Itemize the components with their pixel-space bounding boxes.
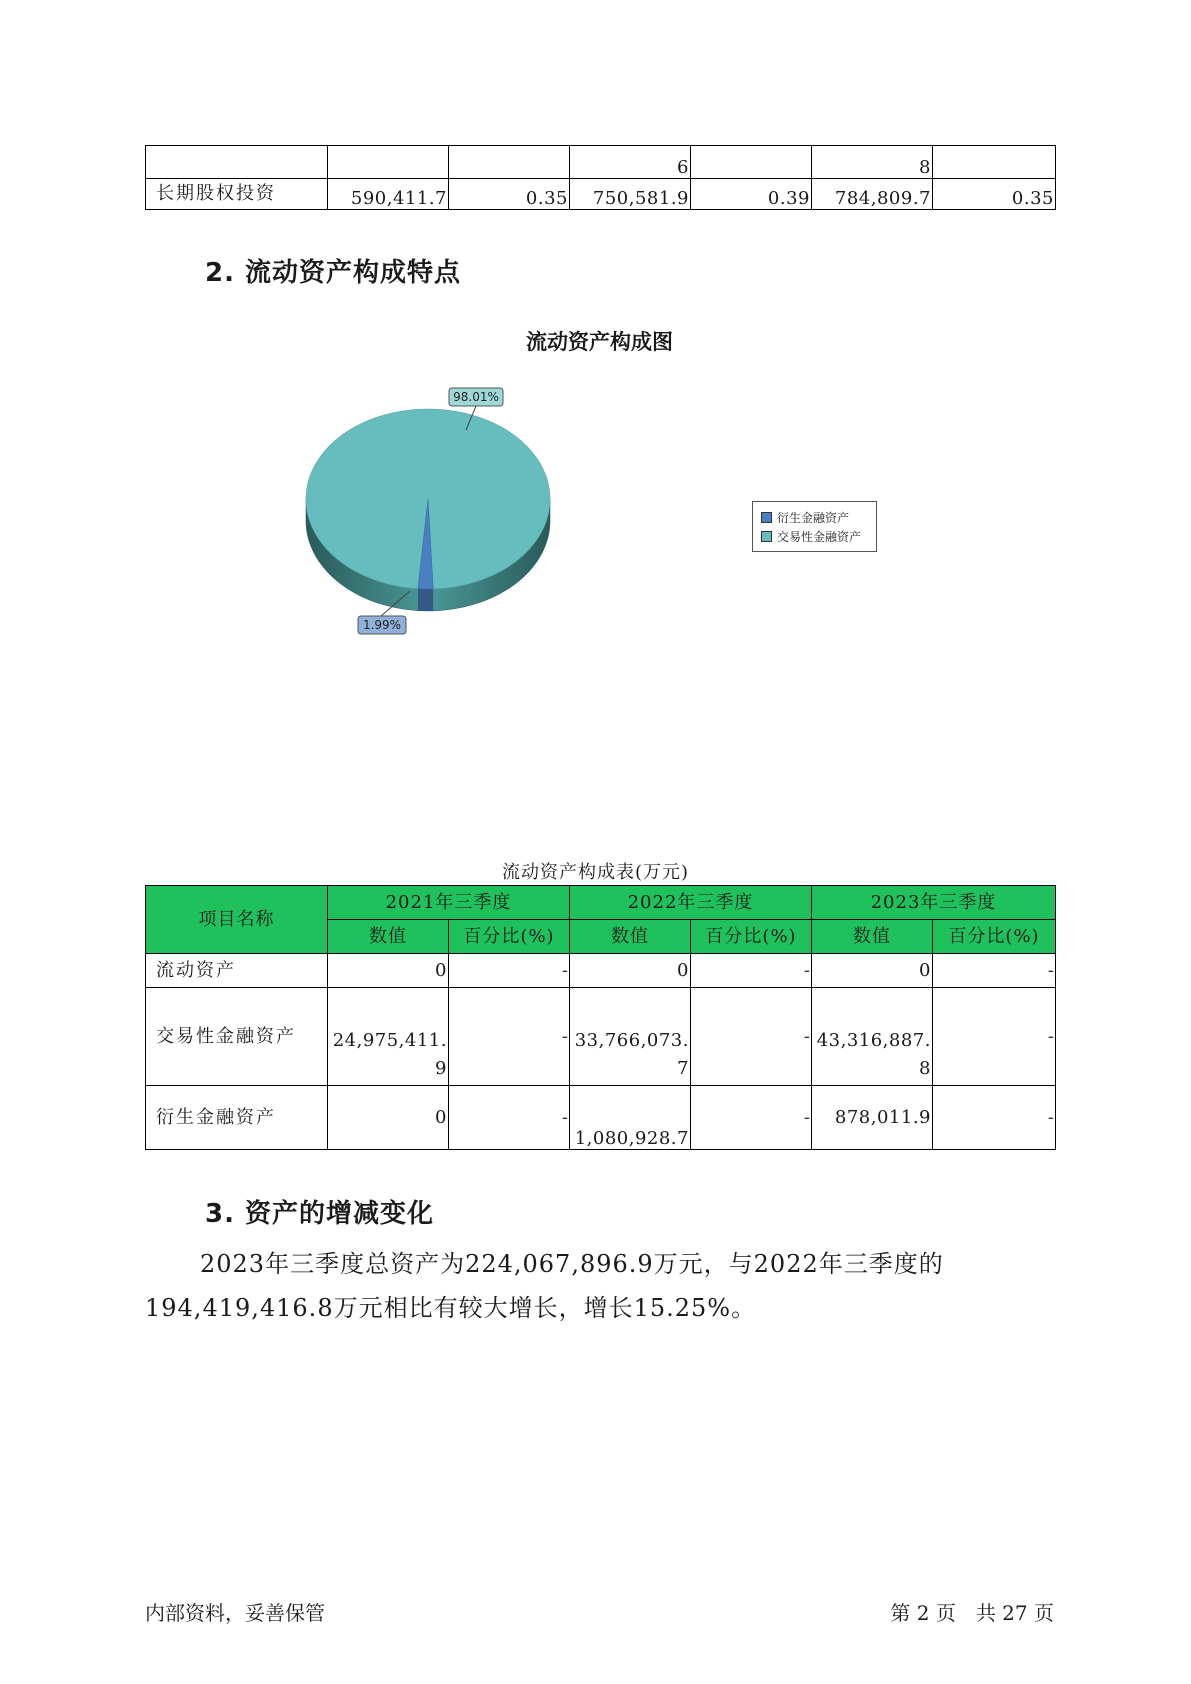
header-year-2021: 2021年三季度 [328,886,570,920]
table-cell: 590,411.7 [328,179,449,210]
row-name: 长期股权投资 [146,179,328,210]
table-row [146,954,1056,988]
value-cell-text: 24,975,411. [332,1030,447,1051]
header-value: 数值 [570,920,691,954]
pie-chart [0,370,1191,730]
legend-label: 衍生金融资产 [777,511,850,525]
header-pct: 百分比(%) [691,920,812,954]
value-cell [812,988,933,1086]
legend-item [761,527,870,546]
table-row [146,1086,1056,1150]
summary-line-1: 2023年三季度总资产为224,067,896.9万元，与2022年三季度的 [200,1250,944,1278]
legend-swatch [761,531,772,542]
value-cell: 0 [570,954,691,988]
table-cell: 0.39 [691,179,812,210]
legend-item [761,508,870,527]
header-year-2023: 2023年三季度 [812,886,1056,920]
value-cell [328,988,449,1086]
summary-line-2: 194,419,416.8万元相比有较大增长，增长15.25%。 [145,1294,757,1322]
table-cell: 784,809.7 [812,179,933,210]
header-item-name: 项目名称 [146,886,328,954]
row-name [146,146,328,179]
pie-side-small [418,589,433,611]
pct-cell: - [449,988,570,1086]
pct-cell: - [691,954,812,988]
pct-cell: - [449,1086,570,1150]
table-cell: 0.35 [933,179,1056,210]
header-pct: 百分比(%) [933,920,1056,954]
page-number: 第 2 页 共 27 页 [890,1601,1054,1625]
table-cell: 750,581.9 [570,179,691,210]
header-year-2022: 2022年三季度 [570,886,812,920]
table-row [146,146,1056,179]
pie-label-1: 1.99% [362,618,402,632]
table-cell [691,146,812,179]
value-cell-text: 43,316,887. [816,1030,931,1051]
table-row [146,988,1056,1086]
table-cell: 8 [812,146,933,179]
legend-label: 交易性金融资产 [777,530,862,544]
section-heading-2: 2. 流动资产构成特点 [205,258,462,288]
pct-cell: - [691,988,812,1086]
pct-cell: - [691,1086,812,1150]
table-cell [328,146,449,179]
row-name: 衍生金融资产 [146,1086,328,1150]
current-assets-table [145,885,1056,1150]
table-cell [933,146,1056,179]
value-cell [570,988,691,1086]
value-cell-text: 7 [677,1058,689,1079]
section-heading-3: 3. 资产的增减变化 [205,1199,435,1229]
value-cell: 878,011.9 [812,1086,933,1150]
value-cell-text: 8 [919,1058,931,1079]
legend-swatch [761,512,772,523]
header-value: 数值 [812,920,933,954]
table-cell [449,146,570,179]
top-table [145,145,1056,210]
row-name: 交易性金融资产 [146,988,328,1086]
pct-cell: - [933,988,1056,1086]
value-cell-text: 33,766,073. [574,1030,689,1051]
pct-cell: - [933,1086,1056,1150]
table-row [146,179,1056,210]
value-cell: 0 [328,1086,449,1150]
value-cell: 1,080,928.7 [570,1086,691,1150]
footer-note: 内部资料，妥善保管 [145,1601,325,1625]
value-cell-text: 9 [435,1058,447,1079]
value-cell: 0 [328,954,449,988]
chart-title: 流动资产构成图 [526,330,673,354]
value-cell: 0 [812,954,933,988]
chart-legend [752,501,877,552]
table-cell: 0.35 [449,179,570,210]
header-pct: 百分比(%) [449,920,570,954]
row-name: 流动资产 [146,954,328,988]
table-caption: 流动资产构成表(万元) [501,862,690,883]
pct-cell: - [933,954,1056,988]
pct-cell: - [449,954,570,988]
pie-label-98: 98.01% [453,390,499,404]
header-value: 数值 [328,920,449,954]
table-cell: 6 [570,146,691,179]
